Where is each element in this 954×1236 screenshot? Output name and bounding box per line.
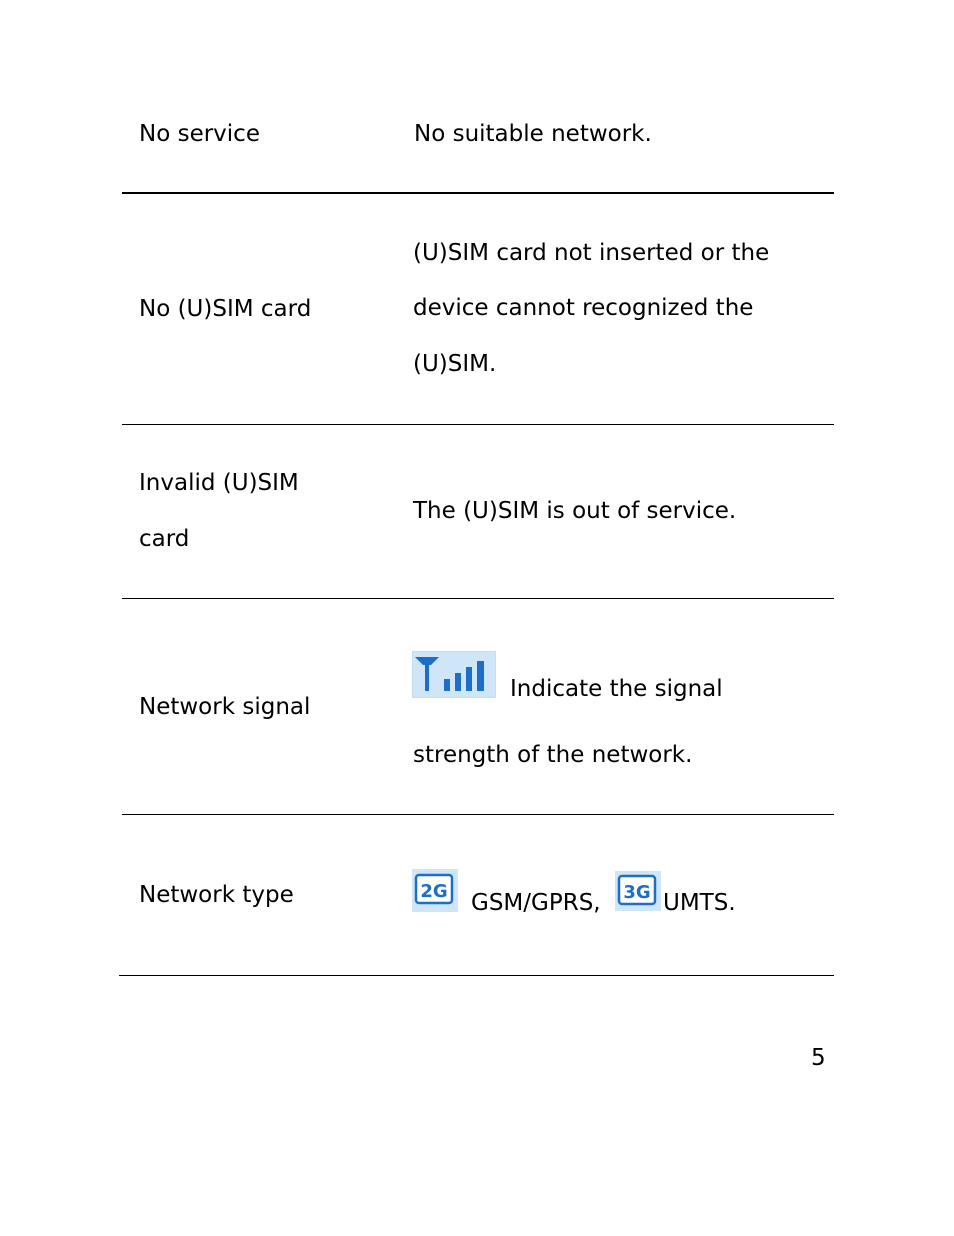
row-desc-network-signal-line1: Indicate the signal [510, 676, 723, 702]
table-divider [122, 814, 834, 815]
row-label-network-signal: Network signal [139, 694, 311, 720]
page-number: 5 [811, 1045, 826, 1071]
row-desc-invalid-usim: The (U)SIM is out of service. [413, 498, 737, 524]
svg-text:3G: 3G [623, 882, 651, 903]
row-label-no-service: No service [139, 121, 260, 147]
row-label-no-usim: No (U)SIM card [139, 296, 312, 322]
3g-network-icon [615, 871, 661, 911]
row-desc-no-usim-line2: device cannot recognized the [413, 295, 754, 321]
2g-network-icon [412, 869, 458, 912]
row-desc-network-signal-line2: strength of the network. [413, 742, 693, 768]
table-divider [119, 975, 834, 976]
table-divider [122, 424, 834, 425]
signal-strength-icon [412, 651, 496, 698]
row-desc-no-usim-line3: (U)SIM. [413, 351, 497, 377]
row-label-network-type: Network type [139, 882, 294, 908]
svg-text:2G: 2G [420, 881, 448, 902]
row-desc-gsm-gprs: GSM/GPRS, [471, 890, 601, 916]
row-desc-no-usim-line1: (U)SIM card not inserted or the [413, 240, 770, 266]
row-label-invalid-usim-line2: card [139, 526, 190, 552]
row-desc-no-service: No suitable network. [414, 121, 652, 147]
row-label-invalid-usim-line1: Invalid (U)SIM [139, 470, 299, 496]
table-divider [122, 598, 834, 599]
table-divider [122, 192, 834, 194]
row-desc-umts: UMTS. [663, 890, 736, 916]
